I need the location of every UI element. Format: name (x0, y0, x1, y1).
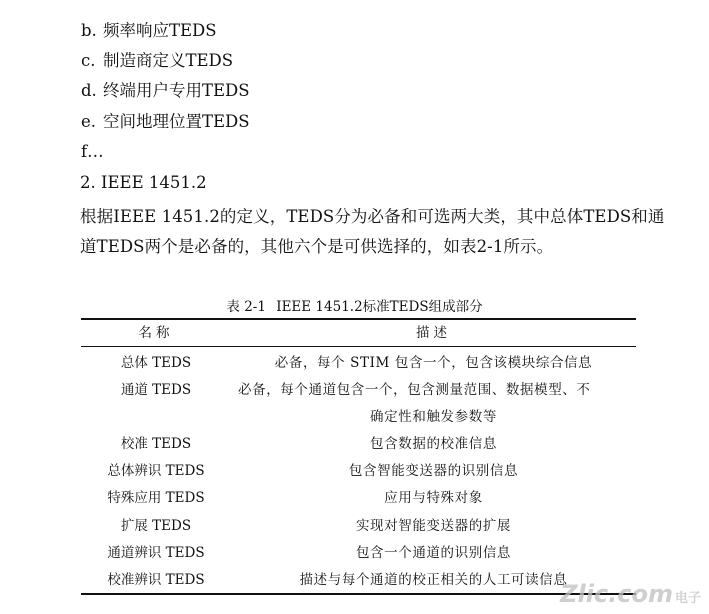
table-row-name: 总体 TEDS (120, 355, 192, 371)
watermark-sub: 电子 (674, 591, 701, 606)
table-row-name: 扩展 TEDS (120, 518, 192, 534)
list-letter: b. (81, 21, 97, 40)
list-letter: d. (81, 81, 97, 100)
list-item-e (81, 112, 250, 132)
table-row-desc: 应用与特殊对象 (384, 490, 483, 506)
watermark-logo (560, 580, 701, 608)
list-text: 空间地理位置TEDS (103, 112, 250, 131)
table-row-desc: 包含数据的校准信息 (370, 436, 497, 452)
table-row-desc: 实现对智能变送器的扩展 (355, 518, 512, 534)
table-row-name: 总体辨识 TEDS (107, 463, 205, 479)
list-text: 制造商定义TEDS (103, 51, 234, 70)
table-row-desc-continued: 确定性和触发参数等 (370, 409, 497, 425)
list-text: 终端用户专用TEDS (103, 81, 250, 100)
table-caption-title: IEEE 1451.2标准TEDS组成部分 (276, 299, 483, 315)
watermark-main: Zlic.com (560, 580, 673, 608)
table-row-desc: 必备，每个 STIM 包含一个，包含该模块综合信息 (274, 355, 593, 371)
paragraph-line-1: 根据IEEE 1451.2的定义，TEDS分为必备和可选两大类，其中总体TEDS和通 (80, 207, 665, 226)
table-header-name: 名称 (138, 325, 174, 341)
table-header-rule (81, 346, 636, 347)
table-row-name: 校准辨识 TEDS (107, 572, 205, 588)
list-item-d (81, 81, 250, 101)
section-heading: 2. IEEE 1451.2 (80, 173, 207, 192)
paragraph-line-2: 道TEDS两个是必备的，其他六个是可供选择的，如表2-1所示。 (80, 237, 554, 256)
table-row-name: 通道辨识 TEDS (107, 545, 205, 561)
table-row-name: 通道 TEDS (120, 382, 192, 398)
table-caption-label: 表 2-1 (226, 299, 266, 315)
list-letter: e. (81, 112, 97, 131)
table-row-desc: 必备，每个通道包含一个，包含测量范围、数据模型、不 (238, 382, 591, 398)
table-row-name: 特殊应用 TEDS (107, 490, 205, 506)
list-item-b (81, 21, 217, 41)
list-letter: c. (81, 51, 96, 70)
table-row-desc: 描述与每个通道的校正相关的人工可读信息 (299, 572, 568, 588)
list-text: 频率响应TEDS (103, 21, 217, 40)
table-row-desc: 包含智能变送器的识别信息 (348, 463, 519, 479)
table-top-rule (81, 318, 636, 320)
list-item-f (81, 142, 104, 162)
table-caption (0, 298, 709, 316)
list-item-c (81, 51, 233, 71)
table-bottom-rule (81, 593, 636, 595)
table-row-name: 校准 TEDS (120, 436, 192, 452)
table-row-desc: 包含一个通道的识别信息 (355, 545, 512, 561)
list-letter: f… (81, 142, 104, 161)
table-header-desc: 描述 (416, 325, 451, 341)
